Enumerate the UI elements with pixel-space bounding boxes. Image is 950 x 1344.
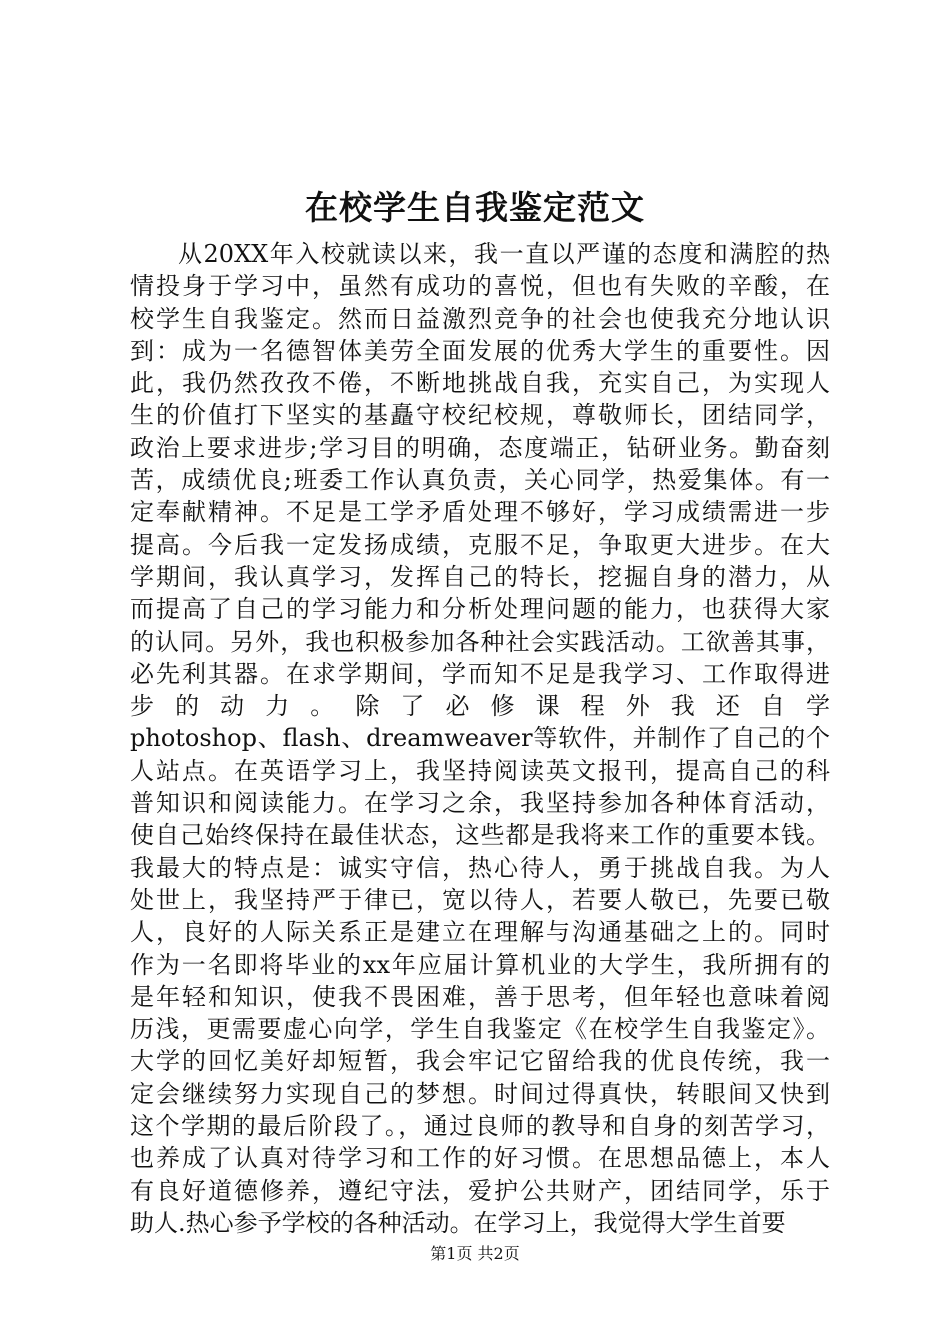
page-footer: 第1页 共2页 bbox=[430, 1244, 520, 1263]
text-line: 普知识和阅读能力。在学习之余，我坚持参加各种体育活动， bbox=[130, 789, 830, 818]
text-line: 使自己始终保持在最佳状态，这些都是我将来工作的重要本钱。 bbox=[130, 821, 830, 850]
text-line: 情投身于学习中，虽然有成功的喜悦，但也有失败的辛酸，在 bbox=[130, 272, 830, 301]
text-line: 步 的 动 力 。 除 了 必 修 课 程 外 我 还 自 学 bbox=[130, 692, 830, 721]
text-line: 有良好道德修养，遵纪守法，爱护公共财产，团结同学，乐于 bbox=[130, 1176, 830, 1205]
text-line: 人站点。在英语学习上，我坚持阅读英文报刊，提高自己的科 bbox=[130, 756, 830, 785]
text-line: 助人.热心参予学校的各种活动。在学习上，我觉得大学生首要 bbox=[130, 1208, 786, 1237]
text-line: 提高。今后我一定发扬成绩，克服不足，争取更大进步。在大 bbox=[130, 530, 830, 559]
text-line: 处世上，我坚持严于律已，宽以待人，若要人敬已，先要已敬 bbox=[130, 885, 830, 914]
text-line: 定会继续努力实现自己的梦想。时间过得真快，转眼间又快到 bbox=[130, 1079, 830, 1108]
text-line: 是年轻和知识，使我不畏困难，善于思考，但年轻也意味着阅 bbox=[130, 982, 830, 1011]
text-line: 这个学期的最后阶段了。，通过良师的教导和自身的刻苦学习， bbox=[130, 1112, 830, 1141]
text-line: 定奉献精神。不足是工学矛盾处理不够好，学习成绩需进一步 bbox=[130, 498, 830, 527]
text-line: 此，我仍然孜孜不倦，不断地挑战自我，充实自己，为实现人 bbox=[130, 369, 830, 398]
text-line: 生的价值打下坚实的基矗守校纪校规，尊敬师长，团结同学， bbox=[130, 401, 830, 430]
text-line: 而提高了自己的学习能力和分析处理问题的能力，也获得大家 bbox=[130, 595, 830, 624]
text-line: 人，良好的人际关系正是建立在理解与沟通基础之上的。同时 bbox=[130, 918, 830, 947]
text-line: 政治上要求进步;学习目的明确，态度端正，钻研业务。勤奋刻 bbox=[130, 433, 830, 462]
text-line: 学期间，我认真学习，发挥自己的特长，挖掘自身的潜力，从 bbox=[130, 562, 830, 591]
text-line: photoshop、flash、dreamweaver等软件，并制作了自己的个 bbox=[130, 724, 830, 753]
text-line: 我最大的特点是：诚实守信，热心待人，勇于挑战自我。为人 bbox=[130, 853, 830, 882]
text-line: 历浅，更需要虚心向学，学生自我鉴定《在校学生自我鉴定》。 bbox=[130, 1015, 830, 1044]
document-title: 在校学生自我鉴定范文 bbox=[305, 188, 645, 227]
text-line: 必先利其器。在求学期间，学而知不足是我学习、工作取得进 bbox=[130, 659, 830, 688]
text-line: 作为一名即将毕业的xx年应届计算机业的大学生，我所拥有的 bbox=[130, 950, 830, 979]
text-line: 到：成为一名德智体美劳全面发展的优秀大学生的重要性。因 bbox=[130, 336, 830, 365]
text-line: 从20XX年入校就读以来，我一直以严谨的态度和满腔的热 bbox=[178, 240, 830, 268]
text-line: 苦，成绩优良;班委工作认真负责，关心同学，热爱集体。有一 bbox=[130, 466, 830, 495]
text-line: 校学生自我鉴定。然而日益激烈竞争的社会也使我充分地认识 bbox=[130, 304, 830, 333]
text-line: 也养成了认真对待学习和工作的好习惯。在思想品德上，本人 bbox=[130, 1144, 830, 1173]
text-line: 大学的回忆美好却短暂，我会牢记它留给我的优良传统，我一 bbox=[130, 1047, 830, 1076]
body-text bbox=[130, 238, 830, 1239]
text-line: 的认同。另外，我也积极参加各种社会实践活动。工欲善其事， bbox=[130, 627, 830, 656]
